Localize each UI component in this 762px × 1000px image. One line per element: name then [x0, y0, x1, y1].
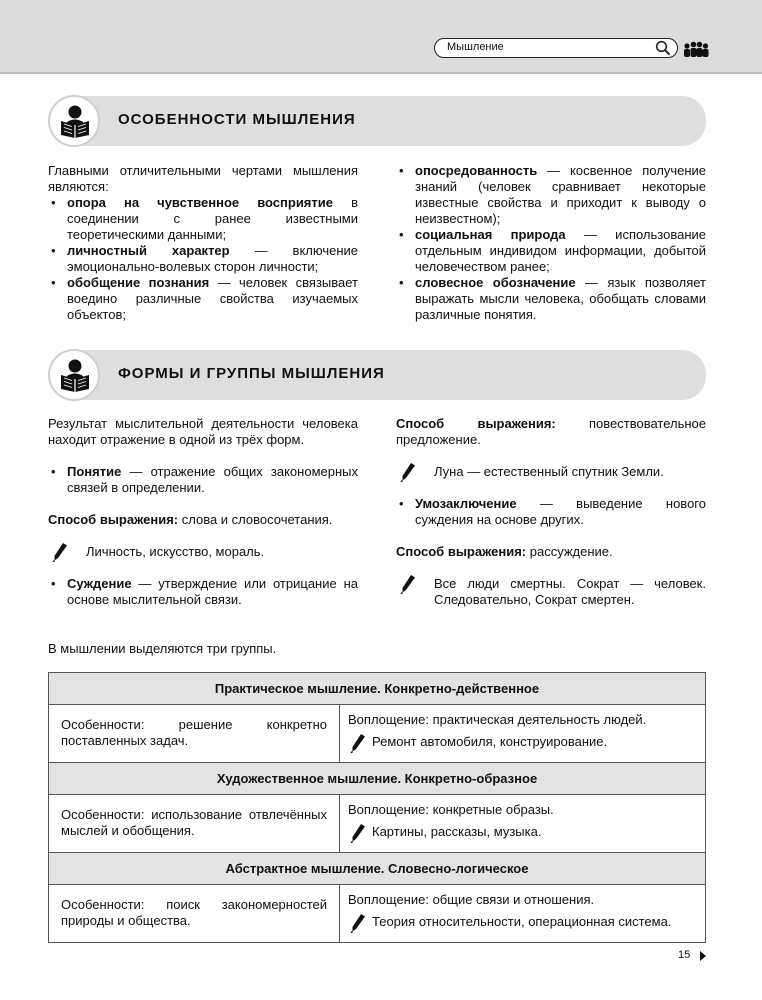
list-item-text: в соединении с ранее известными теоретическими данными; — [67, 195, 358, 242]
group-embodiment-cell — [340, 885, 706, 943]
example-text: Луна — естественный спутник Земли. — [434, 464, 664, 479]
expression-label: Способ выражения: — [396, 544, 527, 559]
expression-text: рассуждение. — [526, 544, 613, 559]
concept-example — [48, 544, 358, 560]
search-icon[interactable] — [655, 40, 671, 56]
form-term: Суждение — [67, 576, 132, 591]
group-example — [348, 914, 695, 930]
section-heading-features — [48, 96, 706, 146]
group-title: Художественное мышление. Конкретно-образное — [49, 763, 706, 795]
form-text: — утверждение или отрицание на основе мыслительной связи. — [67, 576, 358, 607]
pen-icon — [350, 823, 366, 843]
search-input[interactable] — [434, 38, 678, 58]
next-page-arrow-icon[interactable] — [700, 951, 706, 961]
expression-label: Способ выражения: — [396, 416, 556, 431]
list-item — [48, 243, 358, 275]
judgment-expression — [396, 416, 706, 448]
list-item-term: обобщение познания — [67, 275, 210, 290]
section-heading-forms — [48, 350, 706, 400]
list-item — [396, 227, 706, 275]
pen-icon — [400, 462, 416, 482]
group-embodiment: Воплощение: конкретные образы. — [348, 802, 554, 817]
expression-text: слова и словосочетания. — [178, 512, 333, 527]
list-item-term: личностный характер — [67, 243, 230, 258]
table-row — [49, 885, 706, 943]
pen-icon — [400, 574, 416, 594]
form-term: Понятие — [67, 464, 122, 479]
inference-expression — [396, 544, 706, 560]
pen-icon — [350, 913, 366, 933]
forms-right-column — [396, 416, 706, 608]
table-row — [49, 795, 706, 853]
group-title: Абстрактное мышление. Словесно-логическое — [49, 853, 706, 885]
features-intro: Главными отличительными чертами мышления являются: — [48, 163, 358, 194]
thinking-groups-table — [48, 672, 706, 943]
list-item — [48, 195, 358, 243]
list-item-text: — использование отдельным индивидом информации, добытой человечеством ранее; — [415, 227, 706, 274]
group-embodiment: Воплощение: общие связи и отношения. — [348, 892, 595, 907]
pen-icon — [350, 733, 366, 753]
form-text: — выведение нового суждения на основе других. — [415, 496, 706, 527]
forms-left-column — [48, 416, 358, 608]
header-band — [0, 0, 762, 74]
reader-icon — [48, 95, 100, 147]
reader-icon — [48, 349, 100, 401]
expression-label: Способ выражения: — [48, 512, 179, 527]
list-item-term: опосредованность — [415, 163, 538, 178]
list-item — [48, 275, 358, 323]
group-example — [348, 824, 695, 840]
table-row — [49, 705, 706, 763]
list-item-text: — человек связывает воедино различные свойства изучаемых объектов; — [67, 275, 358, 322]
group-title: Практическое мышление. Конкретно-действенное — [49, 673, 706, 705]
list-item — [396, 275, 706, 323]
list-item-term: словесное обозначение — [415, 275, 576, 290]
group-embodiment-cell — [340, 795, 706, 853]
list-item-text: — включение эмоционально-волевых сторон личности; — [67, 243, 359, 274]
group-embodiment-cell — [340, 705, 706, 763]
list-item-term: опора на чувственное восприятие — [67, 195, 333, 210]
group-features: Особенности: решение конкретно поставленных задач. — [49, 705, 340, 763]
features-right-column — [396, 163, 706, 323]
page-number: 15 — [678, 949, 691, 961]
features-left-column — [48, 163, 358, 323]
group-features: Особенности: использование отвлечённых мыслей и обобщения. — [49, 795, 340, 853]
form-text: — отражение общих закономерных связей в определении. — [67, 464, 358, 495]
form-judgment — [48, 576, 358, 608]
list-item-text: — язык позволяет выражать мысли человека, обобщать словами различные понятия. — [415, 275, 706, 322]
search-input-value: Мышление — [447, 41, 504, 53]
people-group-icon — [683, 40, 709, 58]
example-text: Личность, искусство, мораль. — [86, 544, 265, 559]
concept-expression — [48, 512, 358, 528]
group-features: Особенности: поиск закономерностей природы и общества. — [49, 885, 340, 943]
list-item-term: социальная природа — [415, 227, 566, 242]
pen-icon — [52, 542, 68, 562]
example-text: Картины, рассказы, музыка. — [372, 824, 542, 839]
section-title: ФОРМЫ И ГРУППЫ МЫШЛЕНИЯ — [118, 365, 385, 382]
form-concept — [48, 464, 358, 496]
form-term: Умозаключение — [415, 496, 517, 511]
list-item-text: — косвенное получение знаний (человек сравнивает некоторые известные свойства и приходит к выводу о неизвестном); — [415, 163, 706, 226]
example-text: Ремонт автомобиля, конструирование. — [372, 734, 608, 749]
inference-example — [396, 576, 706, 608]
form-inference — [396, 496, 706, 528]
group-embodiment: Воплощение: практическая деятельность людей. — [348, 712, 647, 727]
example-text: Теория относительности, операционная система. — [372, 914, 672, 929]
expression-text: повествовательное предложение. — [396, 416, 706, 447]
judgment-example — [396, 464, 706, 480]
forms-intro: Результат мыслительной деятельности человека находит отражение в одной из трёх форм. — [48, 416, 358, 447]
group-example — [348, 734, 695, 750]
list-item — [396, 163, 706, 227]
example-text: Все люди смертны. Сократ — человек. Следовательно, Сократ смертен. — [434, 576, 706, 607]
section-title: ОСОБЕННОСТИ МЫШЛЕНИЯ — [118, 111, 356, 128]
groups-intro: В мышлении выделяются три группы. — [48, 641, 277, 656]
